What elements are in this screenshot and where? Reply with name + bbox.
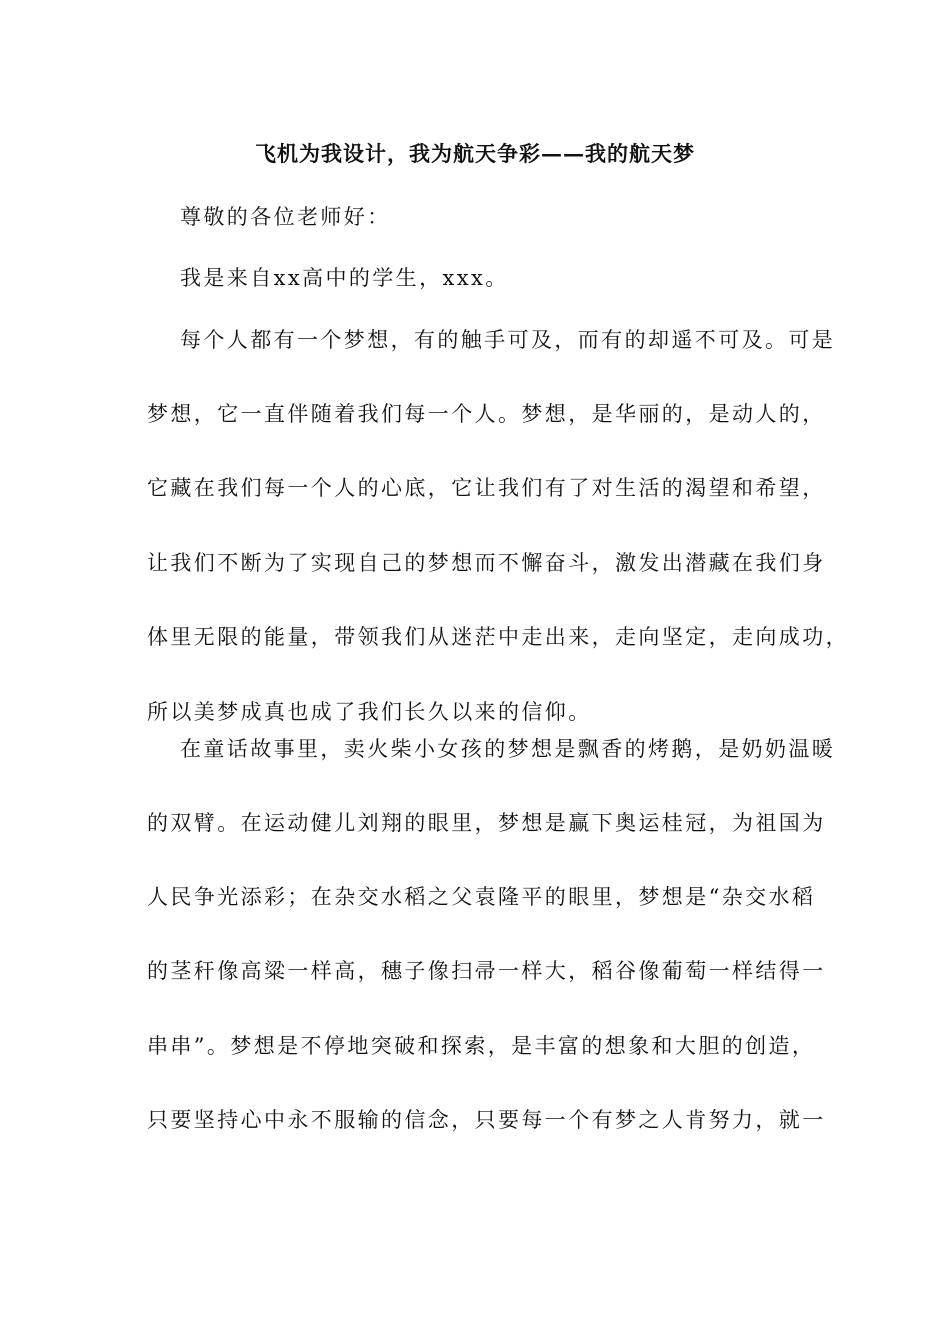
paragraph-line: 人民争光添彩；在杂交水稻之父袁隆平的眼里，梦想是“杂交水稻 <box>147 885 816 909</box>
paragraph-line: 串串”。梦想是不停地突破和探索，是丰富的想象和大胆的创造， <box>147 1034 816 1058</box>
paragraph-line: 的双臂。在运动健儿刘翔的眼里，梦想是赢下奥运桂冠，为祖国为 <box>147 811 826 835</box>
paragraph-line: 所以美梦成真也成了我们长久以来的信仰。 <box>147 700 592 724</box>
intro-line: 我是来自xx高中的学生，xxx。 <box>180 266 509 290</box>
paragraph-line: 只要坚持心中永不服输的信念，只要每一个有梦之人肯努力，就一 <box>147 1108 826 1132</box>
paragraph-line: 每个人都有一个梦想，有的触手可及，而有的却遥不可及。可是 <box>180 328 836 352</box>
paragraph-line: 体里无限的能量，带领我们从迷茫中走出来，走向坚定，走向成功， <box>147 625 849 649</box>
document-title: 飞机为我设计，我为航天争彩——我的航天梦 <box>255 141 695 166</box>
paragraph-line: 在童话故事里，卖火柴小女孩的梦想是飘香的烤鹅，是奶奶温暖 <box>180 737 836 761</box>
paragraph-line: 让我们不断为了实现自己的梦想而不懈奋斗，激发出潜藏在我们身 <box>147 551 826 575</box>
paragraph-line: 梦想，它一直伴随着我们每一个人。梦想，是华丽的，是动人的， <box>147 402 826 426</box>
paragraph-line: 它藏在我们每一个人的心底，它让我们有了对生活的渴望和希望， <box>147 476 826 500</box>
paragraph-line: 的茎秆像高粱一样高，穗子像扫帚一样大，稻谷像葡萄一样结得一 <box>147 959 826 983</box>
greeting-line: 尊敬的各位老师好： <box>180 205 391 229</box>
